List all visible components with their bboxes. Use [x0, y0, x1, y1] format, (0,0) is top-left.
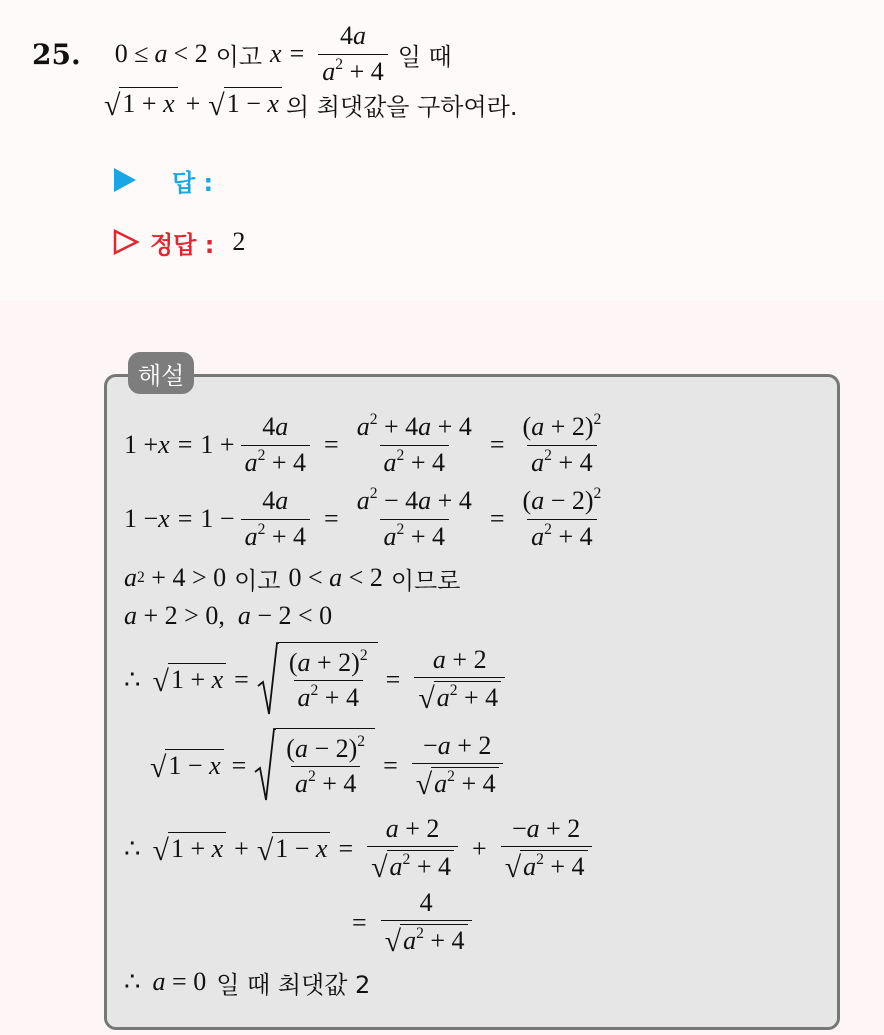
play-triangle-icon	[112, 166, 138, 194]
problem-line-1: 25. 0 ≤ a < 2 이고 x = $\frac{4a}{a^2 + 4}$ 일 때	[32, 21, 452, 86]
solution-line-3: a 2 + 4 > 0 이고 0 < a < 2 이므로	[124, 563, 461, 595]
condition-start: 0 ≤	[114, 39, 149, 68]
condition-end: < 2	[173, 39, 208, 68]
correct-value: 2	[232, 227, 246, 256]
answer-row	[112, 162, 213, 198]
fraction-4a-over: $\frac{4a}{a^2 + 4}$	[318, 22, 387, 86]
solution-line-6: √ 1 − x = $\frac{(a - 2)^2}{a^2 + 4}$ = −a + 2 √ $a^2 + 4$	[150, 728, 509, 804]
problem-question: 의 최댓값을 구하여라.	[285, 92, 518, 121]
correct-label: 정답 :	[150, 230, 215, 259]
final-conclusion: 일 때 최댓값 2	[216, 970, 371, 999]
solution-tag: 해설	[128, 352, 194, 394]
solution-line-2: 1 − x = 1 − $\frac{4a}{a^2 + 4}$ = $\frac{a^2 - 4a + 4}{a^2 + 4}$ = $\frac{(a - 2)^2}{a^2 + 4}$	[124, 485, 602, 551]
correct-answer-row	[112, 224, 245, 260]
solution-final-line: ∴ a = 0 일 때 최댓값 2	[124, 964, 370, 1000]
word-il-ttae: 일 때	[397, 42, 452, 71]
problem-line-2: √ 1 + x + √ 1 − x 의 최댓값을 구하여라.	[104, 84, 517, 124]
solution-line-7: ∴ √ 1 + x + √ 1 − x = a + 2 √ $a^2 + 4$ + −a + 2 √ $a^2 + 4$	[124, 814, 598, 884]
problem-number: 25.	[32, 37, 81, 71]
outline-triangle-icon	[112, 228, 140, 256]
solution-line-8: = 4 √ $a^2 + 4$	[344, 888, 478, 958]
answer-label: 답 :	[172, 168, 214, 197]
word-igo: 이고	[215, 42, 263, 71]
solution-line-1: 1 + x = 1 + $\frac{4a}{a^2 + 4}$ = $\frac{a^2 + 4a + 4}{a^2 + 4}$ = $\frac{(a + 2)^2}{a^2 + 4}$	[124, 411, 602, 477]
solution-line-4: a + 2 > 0, a − 2 < 0	[124, 601, 333, 630]
solution-line-5: ∴ √ 1 + x = $\frac{(a + 2)^2}{a^2 + 4}$ = a + 2 √ $a^2 + 4$	[124, 642, 511, 718]
